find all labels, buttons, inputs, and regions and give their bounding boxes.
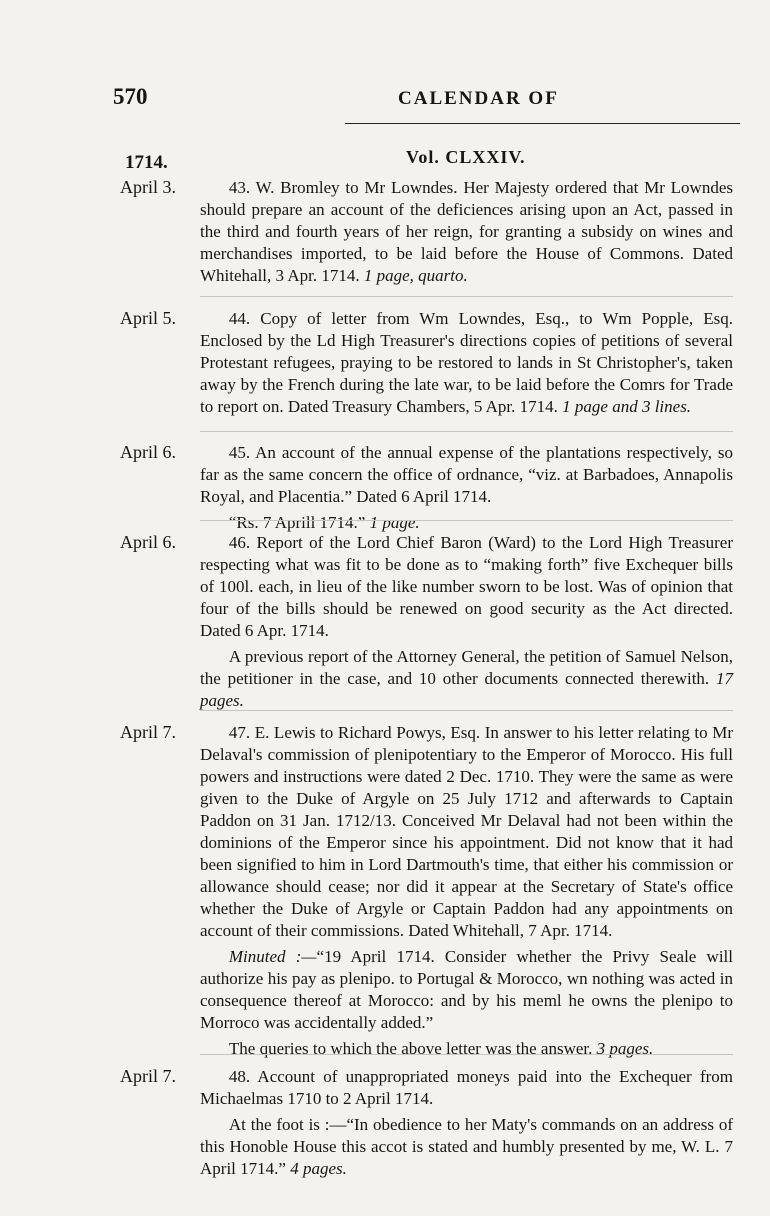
- entry-extent: 1 page, quarto.: [363, 266, 468, 285]
- entry-date: April 7.: [120, 722, 176, 742]
- entry-note: A previous report of the Attorney General, the petition of Samuel Nelson, the petitioner in the case, and 10 other documents connected therewith. 17 pages.: [200, 647, 733, 710]
- entry-extent: 1 page.: [369, 513, 420, 532]
- entry-body: [200, 532, 733, 712]
- entry-body: [200, 722, 733, 1060]
- entry-divider: [200, 296, 733, 297]
- entry-date: April 7.: [120, 1066, 176, 1086]
- entry-extent: 1 page and 3 lines.: [562, 397, 692, 416]
- minuted-label: Minuted :—: [228, 947, 317, 966]
- entry-extent: 17 pages.: [200, 669, 733, 710]
- volume-label: Vol. CLXXIV.: [406, 147, 526, 167]
- entry-text: 43. W. Bromley to Mr Lowndes. Her Majesty ordered that Mr Lowndes should prepare an account of the deficiences arising upon an Act, passed in the third and fourth years of her reign, for granting a subsidy on wines and merchandises imported, to be laid before the House of Commons. Dated Whitehall, 3 Apr. 1714. 1 page, quarto.: [200, 178, 733, 285]
- year-label: 1714.: [125, 152, 168, 173]
- entry-extent: 3 pages.: [596, 1039, 654, 1058]
- entry-text: 47. E. Lewis to Richard Powys, Esq. In answer to his letter relating to Mr Delaval's commission of plenipotentiary to the Emperor of Morocco. His full powers and instructions were dated 2 Dec. 1710. They were the same as were given to the Duke of Argyle on 25 July 1712 and afterwards to Captain Paddon on 31 Jan. 1712/13. Conceived Mr Delaval had not been within the dominions of the Emperor since his appointment. Did not know that it had been signified to him in Lord Dartmouth's time, that either his commission or allowance should cease; nor did it appear at the Secretary of State's office whether the Duke of Argyle or Captain Paddon had any appointments on account of their commissions. Dated Whitehall, 7 Apr. 1714.: [200, 723, 733, 940]
- running-head: CALENDAR OF: [398, 88, 559, 109]
- entry-text: 45. An account of the annual expense of the plantations respectively, so far as the same concern the office of ordnance, “viz. at Barbadoes, Annapolis Royal, and Placentia.” Dated 6 April 1714.: [200, 443, 733, 506]
- entry-minuted: Minuted :—“19 April 1714. Consider whether the Privy Seale will authorize his pay as plenipo. to Portugal & Morocco, wn nothing was acted in consequence thereof at Morocco: and by his meml he owns the plenipo to Morroco was accidentally added.”: [200, 947, 734, 1032]
- entry-text: 44. Copy of letter from Wm Lowndes, Esq., to Wm Popple, Esq. Enclosed by the Ld High Treasurer's directions copies of petitions of several Protestant refugees, praying to be restored to lands in St Christopher's, taken away by the French during the late war, to be laid before the Comrs for Trade to report on. Dated Treasury Chambers, 5 Apr. 1714. 1 page and 3 lines.: [200, 309, 733, 416]
- entry-date: April 3.: [120, 177, 176, 197]
- entry-text: 48. Account of unappropriated moneys paid into the Exchequer from Michaelmas 1710 to 2 April 1714.: [200, 1067, 733, 1108]
- entry-divider: [200, 1054, 733, 1055]
- entry-extent: 4 pages.: [290, 1159, 347, 1178]
- entry-note: The queries to which the above letter was the answer. 3 pages.: [228, 1039, 654, 1058]
- entry-body: [200, 308, 733, 418]
- entry-date: April 6.: [120, 532, 176, 552]
- entry-date: April 6.: [120, 442, 176, 462]
- entry-divider: [200, 431, 733, 432]
- entry-divider: [200, 520, 733, 521]
- header-rule: [345, 123, 740, 124]
- entry-note: “Rs. 7 Aprill 1714.” 1 page.: [228, 513, 420, 532]
- entry-body: [200, 1066, 733, 1180]
- entry-divider: [200, 710, 733, 711]
- entry-date: April 5.: [120, 308, 176, 328]
- entry-text: 46. Report of the Lord Chief Baron (Ward) to the Lord High Treasurer respecting what was fit to be done as to “making forth” five Exchequer bills of 100l. each, in lieu of the like number sworn to be lost. Was of opinion that four of the bills should be renewed on good security as the Act directed. Dated 6 Apr. 1714.: [200, 533, 733, 640]
- page-number: 570: [113, 84, 148, 109]
- entry-note: At the foot is :—“In obedience to her Maty's commands on an address of this Honoble House this accot is stated and humbly presented by me, W. L. 7 April 1714.” 4 pages.: [200, 1115, 733, 1178]
- entry-body: [200, 177, 733, 287]
